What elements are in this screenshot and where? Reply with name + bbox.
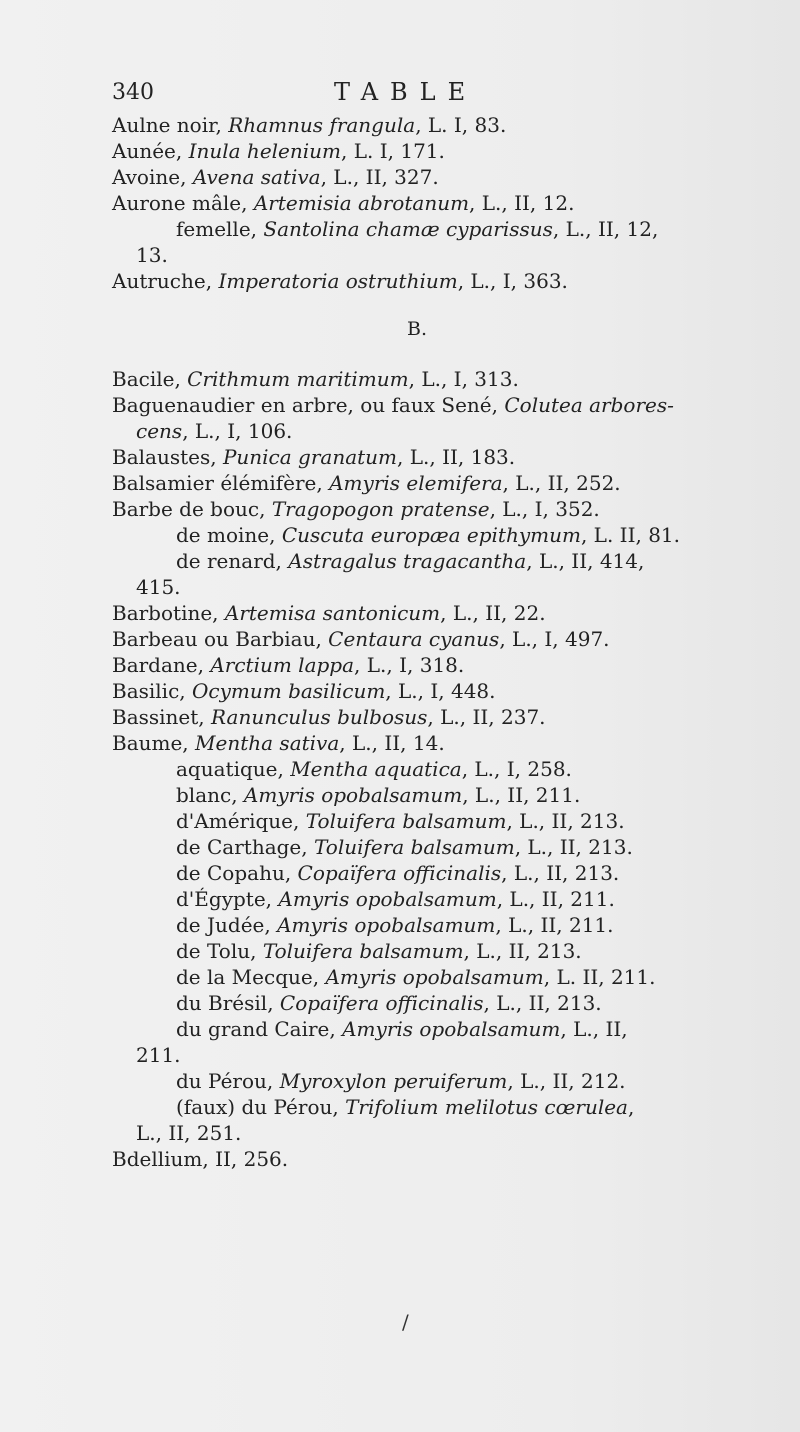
entry-reference: , L., II, 327.: [320, 165, 439, 189]
entry-reference: , L., II, 22.: [440, 601, 546, 625]
entry-common-name: 211.: [136, 1043, 181, 1067]
index-entry: [112, 242, 752, 268]
entry-scientific-name: Toluifera balsamum: [313, 835, 515, 859]
entry-common-name: Barbeau ou Barbiau,: [112, 627, 329, 651]
index-entry: [112, 216, 752, 242]
entry-scientific-name: Amyris elemifera: [329, 471, 503, 495]
entry-common-name: de Copahu,: [176, 861, 298, 885]
entry-common-name: B.: [406, 318, 427, 340]
entry-common-name: Baume,: [112, 731, 196, 755]
entry-common-name: (faux) du Pérou,: [176, 1095, 346, 1119]
index-entry: [112, 1016, 752, 1042]
index-entry: [112, 190, 752, 216]
entry-common-name: Aunée,: [112, 139, 189, 163]
index-entry: [112, 964, 752, 990]
entry-common-name: 13.: [136, 243, 168, 267]
index-entry: [112, 444, 752, 470]
index-entry: [112, 1120, 752, 1146]
index-entry: [112, 678, 752, 704]
entry-common-name: Bacile,: [112, 367, 188, 391]
entry-scientific-name: Centaura cyanus: [328, 627, 500, 651]
entry-common-name: Basilic,: [112, 679, 192, 703]
entry-scientific-name: Cuscuta europæa epithymum: [281, 523, 581, 547]
entry-scientific-name: Arctium lappa: [210, 653, 355, 677]
index-entry: [112, 164, 752, 190]
entry-scientific-name: Astragalus tragacantha: [288, 549, 527, 573]
index-entry: [112, 886, 752, 912]
entry-scientific-name: Ocymum basilicum: [192, 679, 386, 703]
entry-reference: , L., II, 252.: [502, 471, 621, 495]
entry-common-name: du grand Caire,: [176, 1017, 343, 1041]
entry-common-name: de Judée,: [176, 913, 278, 937]
entry-scientific-name: Copaïfera officinalis: [279, 991, 484, 1015]
entry-common-name: Avoine,: [112, 165, 193, 189]
entry-scientific-name: Ranunculus bulbosus: [211, 705, 428, 729]
entry-scientific-name: Punica granatum: [222, 445, 398, 469]
running-title: TABLE: [334, 78, 478, 106]
entry-reference: , L., I, 318.: [354, 653, 465, 677]
entry-scientific-name: Artemisa santonicum: [224, 601, 441, 625]
entry-common-name: Bassinet,: [112, 705, 212, 729]
entry-common-name: Baguenaudier en arbre, ou faux Sené,: [112, 393, 505, 417]
entry-reference: , L. II, 211.: [543, 965, 656, 989]
entry-common-name: 415.: [136, 575, 181, 599]
entry-reference: , L., II, 212.: [507, 1069, 626, 1093]
entry-reference: , L., I, 352.: [489, 497, 600, 521]
entry-reference: , L., II, 211.: [462, 783, 581, 807]
entry-reference: , L., II, 12.: [469, 191, 575, 215]
index-entry: [112, 1068, 752, 1094]
entry-scientific-name: Imperatoria ostruthium: [218, 269, 458, 293]
entry-scientific-name: Tragopogon pratense: [271, 497, 490, 521]
index-entry: [112, 704, 752, 730]
entry-common-name: de Tolu,: [176, 939, 263, 963]
entry-reference: , L., I, 497.: [499, 627, 610, 651]
entry-scientific-name: Inula helenium: [188, 139, 342, 163]
entry-common-name: d'Amérique,: [176, 809, 306, 833]
entry-reference: , L., II, 211.: [495, 913, 614, 937]
index-entry: [112, 600, 752, 626]
entry-scientific-name: cens: [136, 419, 183, 443]
entry-common-name: de renard,: [176, 549, 289, 573]
index-entry: [112, 366, 752, 392]
entry-reference: , L. II, 81.: [580, 523, 681, 547]
entry-common-name: aquatique,: [176, 757, 291, 781]
entry-common-name: femelle,: [176, 217, 264, 241]
index-entry: [112, 1146, 752, 1172]
entry-reference: , L., II, 211.: [496, 887, 615, 911]
entry-scientific-name: Mentha sativa: [195, 731, 340, 755]
entry-common-name: Aulne noir,: [112, 113, 229, 137]
page-header: [112, 76, 742, 116]
entry-common-name: Balsamier élémifère,: [112, 471, 330, 495]
entry-scientific-name: Toluifera balsamum: [305, 809, 507, 833]
index-entry: [112, 470, 752, 496]
entry-common-name: Autruche,: [112, 269, 219, 293]
entry-scientific-name: Crithmum maritimum: [187, 367, 409, 391]
entry-scientific-name: Amyris opobalsamum: [278, 887, 497, 911]
entry-scientific-name: Avena sativa: [192, 165, 321, 189]
index-entry: [112, 522, 752, 548]
entry-common-name: Bardane,: [112, 653, 211, 677]
index-entry: [112, 418, 752, 444]
entry-common-name: d'Égypte,: [176, 887, 279, 911]
entry-scientific-name: Colutea arbores-: [504, 393, 674, 417]
entry-common-name: blanc,: [176, 783, 244, 807]
entry-reference: ,: [627, 1095, 635, 1119]
entry-scientific-name: Mentha aquatica: [290, 757, 462, 781]
entry-common-name: de la Mecque,: [176, 965, 326, 989]
entry-common-name: Balaustes,: [112, 445, 223, 469]
entry-reference: , L., II,: [560, 1017, 628, 1041]
entry-common-name: Barbotine,: [112, 601, 225, 625]
entry-common-name: Aurone mâle,: [112, 191, 254, 215]
index-entry: [112, 496, 752, 522]
entry-reference: , L., I, 363.: [457, 269, 568, 293]
entry-scientific-name: Amyris opobalsamum: [277, 913, 496, 937]
entry-reference: , L. I, 83.: [415, 113, 507, 137]
index-entry: [112, 574, 752, 600]
entry-reference: , L., II, 237.: [427, 705, 546, 729]
entry-common-name: Barbe de bouc,: [112, 497, 272, 521]
entry-common-name: de moine,: [176, 523, 282, 547]
index-entry: [112, 912, 752, 938]
entry-reference: , L., II, 12,: [552, 217, 659, 241]
entry-reference: , L., II, 183.: [397, 445, 516, 469]
entry-reference: , L., I, 313.: [408, 367, 519, 391]
entry-scientific-name: Santolina chamæ cyparissus: [263, 217, 553, 241]
index-entry: [112, 392, 752, 418]
entry-scientific-name: Toluifera balsamum: [262, 939, 464, 963]
index-entry: [112, 756, 752, 782]
entry-scientific-name: Trifolium melilotus cœrulea: [345, 1095, 628, 1119]
index-entry: [112, 782, 752, 808]
page-number: 340: [112, 80, 154, 105]
index-entry: [112, 652, 752, 678]
entry-scientific-name: Amyris opobalsamum: [243, 783, 463, 807]
entry-reference: , L., II, 213.: [501, 861, 620, 885]
entry-scientific-name: Copaïfera officinalis: [297, 861, 502, 885]
index-entry: [112, 1094, 752, 1120]
entry-reference: , L., I, 106.: [182, 419, 293, 443]
index-entry: [112, 1042, 752, 1068]
entry-reference: , L., I, 258.: [461, 757, 572, 781]
entry-common-name: de Carthage,: [176, 835, 314, 859]
entry-reference: , L., II, 213.: [463, 939, 582, 963]
entry-reference: , L. I, 171.: [341, 139, 445, 163]
entry-scientific-name: Amyris opobalsamum: [342, 1017, 561, 1041]
entry-reference: , L., II, 14.: [339, 731, 445, 755]
entry-common-name: L., II, 251.: [136, 1121, 242, 1145]
index-entry: [112, 938, 752, 964]
index-entry: [112, 626, 752, 652]
entry-scientific-name: Amyris opobalsamum: [325, 965, 544, 989]
index-entry: [112, 860, 752, 886]
entry-common-name: du Brésil,: [176, 991, 280, 1015]
index-entries: [112, 112, 752, 1172]
entry-scientific-name: Myroxylon peruiferum: [279, 1069, 508, 1093]
entry-reference: , L., II, 213.: [483, 991, 602, 1015]
entry-reference: , L., II, 213.: [506, 809, 625, 833]
index-entry: [112, 548, 752, 574]
entry-scientific-name: Rhamnus frangula: [228, 113, 416, 137]
index-entry: [112, 834, 752, 860]
index-entry: [112, 294, 752, 366]
entry-reference: , L., II, 414,: [526, 549, 645, 573]
entry-scientific-name: Artemisia abrotanum: [253, 191, 470, 215]
index-entry: [112, 138, 752, 164]
entry-reference: , L., I, 448.: [385, 679, 496, 703]
index-entry: [112, 990, 752, 1016]
index-entry: [112, 808, 752, 834]
entry-common-name: du Pérou,: [176, 1069, 280, 1093]
entry-reference: , L., II, 213.: [514, 835, 633, 859]
index-entry: [112, 730, 752, 756]
entry-common-name: Bdellium, II, 256.: [112, 1147, 289, 1171]
stray-mark: /: [402, 1310, 409, 1334]
index-entry: [112, 268, 752, 294]
index-entry: [112, 112, 752, 138]
